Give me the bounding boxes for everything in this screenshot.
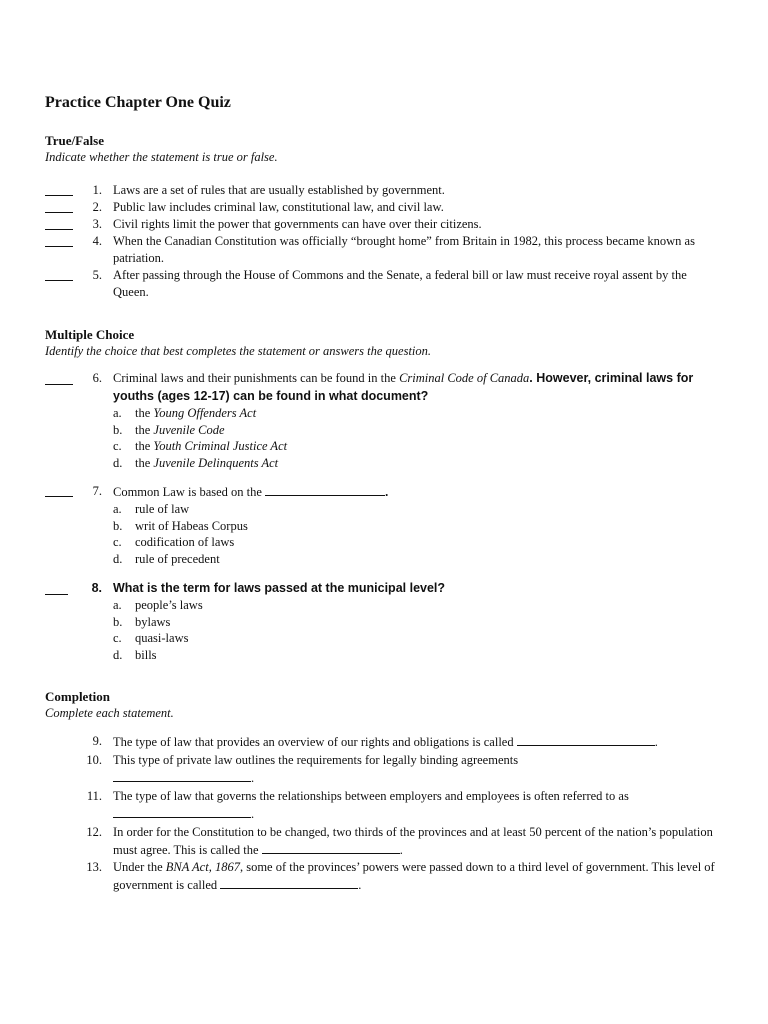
option-c[interactable]: c. quasi-laws — [113, 631, 189, 645]
q6-options — [113, 405, 725, 471]
option-c[interactable]: c. the Youth Criminal Justice Act — [113, 439, 288, 453]
fill-blank[interactable] — [262, 841, 400, 854]
question-3: 3. Civil rights limit the power that governments can have over their citizens. — [92, 217, 482, 231]
option-a[interactable]: a. people’s laws — [113, 598, 203, 612]
question-12: 12. In order for the Constitution to be changed, two thirds of the provinces and at least 50 percent of the nation’s population must agree. This is called the . — [86, 825, 713, 857]
option-c[interactable]: c. codification of laws — [113, 535, 235, 549]
question-1: 1. Laws are a set of rules that are usually established by government. — [92, 183, 445, 197]
question-4: 4. When the Canadian Constitution was officially “brought home” from Britain in 1982, this process became known as patriation. — [92, 234, 695, 265]
fill-blank[interactable] — [517, 733, 655, 746]
fill-blank[interactable] — [113, 805, 251, 818]
option-d[interactable]: d. the Juvenile Delinquents Act — [113, 455, 279, 470]
fill-blank[interactable] — [220, 876, 358, 889]
page-title: Practice Chapter One Quiz — [45, 94, 231, 111]
question-13: 13. Under the BNA Act, 1867, some of the provinces’ powers were passed down to a third level of government. This level of government is called . — [86, 860, 715, 892]
tf-instruction: Indicate whether the statement is true or false. — [45, 150, 278, 164]
question-11: 11. The type of law that governs the relationships between employers and employees is often referred to as . — [86, 789, 629, 821]
fill-blank[interactable] — [265, 483, 385, 496]
option-a[interactable]: a. the Young Offenders Act — [113, 406, 257, 420]
question-6: 6. Criminal laws and their punishments can be found in the Criminal Code of Canada. However, criminal laws for youths (ages 12-17) can be found in what document? — [92, 371, 694, 403]
option-d[interactable]: d. bills — [113, 647, 157, 662]
tf-section — [45, 133, 725, 301]
quiz-page — [45, 93, 725, 894]
tf-heading: True/False — [45, 133, 104, 148]
mc-instruction: Identify the choice that best completes the statement or answers the question. — [45, 344, 432, 358]
q7-options — [113, 501, 725, 567]
question-9: 9. The type of law that provides an overview of our rights and obligations is called . — [92, 734, 658, 749]
mc-section — [45, 327, 725, 663]
question-7: 7. Common Law is based on the . — [92, 484, 389, 499]
question-8: 8. What is the term for laws passed at the municipal level? — [91, 581, 446, 595]
question-10: 10. This type of private law outlines the requirements for legally binding agreements . — [86, 753, 519, 785]
option-b[interactable]: b. bylaws — [113, 614, 171, 629]
question-5: 5. After passing through the House of Commons and the Senate, a federal bill or law must receive royal assent by the Queen. — [92, 268, 687, 299]
completion-heading: Completion — [45, 689, 110, 704]
option-b[interactable]: b. writ of Habeas Corpus — [113, 518, 248, 533]
completion-instruction: Complete each statement. — [45, 706, 174, 720]
option-b[interactable]: b. the Juvenile Code — [113, 422, 225, 437]
fill-blank[interactable] — [113, 769, 251, 782]
option-a[interactable]: a. rule of law — [113, 502, 190, 516]
mc-heading: Multiple Choice — [45, 327, 135, 342]
q8-options — [113, 597, 725, 663]
completion-section — [45, 689, 725, 894]
option-d[interactable]: d. rule of precedent — [113, 551, 220, 566]
question-2: 2. Public law includes criminal law, constitutional law, and civil law. — [92, 200, 444, 214]
